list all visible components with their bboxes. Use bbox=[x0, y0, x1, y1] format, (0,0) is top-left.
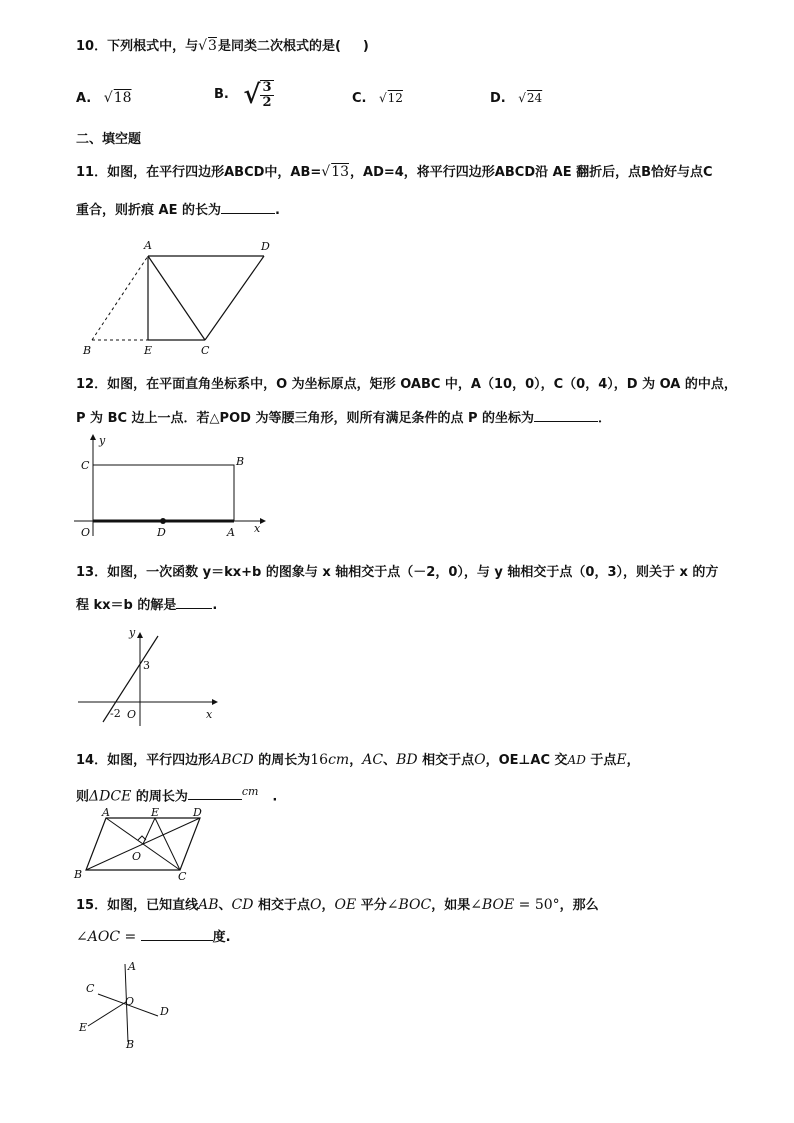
q10-option-c[interactable]: C. √12 bbox=[352, 91, 403, 106]
q11-segment-BA bbox=[92, 256, 148, 340]
q12-point-D bbox=[160, 518, 166, 524]
q15-label-A: A bbox=[128, 960, 136, 973]
q14-line2: 则ΔDCE 的周长为 $^{cm}$ . bbox=[76, 785, 278, 805]
q14-segment-EC bbox=[155, 818, 180, 870]
q15-label-B: B bbox=[126, 1038, 135, 1051]
q13-label-x: x bbox=[206, 708, 213, 721]
q12-label-O: O bbox=[81, 526, 91, 539]
q13-figure bbox=[76, 622, 226, 732]
q15-label-E: E bbox=[79, 1021, 88, 1034]
section-title: 二、填空题 bbox=[76, 132, 142, 147]
q12-line2: P 为 BC 边上一点．若△POD 为等腰三角形，则所有满足条件的点 P 的坐标为 ． bbox=[76, 407, 611, 429]
q14-label-B: B bbox=[74, 868, 83, 881]
q12-line1: 12．如图，在平面直角坐标系中，O 为坐标原点，矩形 OABC 中，A（10，0），C（0，4），D 为 OA 的中点， bbox=[76, 377, 737, 392]
q12-label-C: C bbox=[81, 459, 90, 472]
q15-figure bbox=[76, 958, 186, 1051]
q11-segment-DC bbox=[205, 256, 264, 340]
q10-option-d[interactable]: D. √24 bbox=[490, 91, 543, 106]
q12-label-x: x bbox=[254, 522, 261, 535]
q15-label-D: D bbox=[160, 1005, 169, 1018]
q10-number: 10． bbox=[76, 39, 108, 54]
q14-right-angle-mark bbox=[138, 836, 146, 840]
q15-line2: ∠AOC = 度. bbox=[76, 926, 231, 948]
q10-text: 下列根式中，与 bbox=[107, 39, 199, 54]
q12-answer-blank[interactable] bbox=[534, 407, 598, 422]
q12-figure bbox=[72, 432, 267, 542]
q11-label-B: B bbox=[83, 344, 92, 357]
q13-label-O: O bbox=[127, 708, 137, 721]
q14-label-O: O bbox=[132, 850, 142, 863]
q11-figure bbox=[78, 236, 283, 358]
q14-answer-blank[interactable] bbox=[188, 785, 242, 800]
q10-stem: 10．下列根式中，与√3是同类二次根式的是( ) bbox=[76, 38, 369, 54]
q15-line1: 15．如图，已知直线AB、CD 相交于点O，OE 平分∠BOC，如果∠BOE = 50°，那么 bbox=[76, 897, 599, 913]
q13-label-y: y bbox=[129, 626, 136, 639]
q12-rectangle-OABC bbox=[93, 465, 234, 521]
q11-label-E: E bbox=[144, 344, 153, 357]
q12-label-B: B bbox=[236, 455, 245, 468]
q14-figure bbox=[74, 806, 214, 883]
q11-label-D: D bbox=[261, 240, 270, 253]
q12-label-D: D bbox=[157, 526, 166, 539]
q13-label-neg2: -2 bbox=[110, 707, 121, 720]
q14-label-D: D bbox=[193, 806, 202, 819]
q15-answer-blank[interactable] bbox=[141, 926, 213, 941]
q15-label-C: C bbox=[86, 982, 95, 995]
q14-label-E: E bbox=[151, 806, 160, 819]
q13-line1: 13．如图，一次函数 y＝kx+b 的图象与 x 轴相交于点（－2，0），与 y 轴相交于点（0，3），则关于 x 的方 bbox=[76, 565, 719, 580]
q11-answer-blank[interactable] bbox=[221, 199, 275, 214]
q13-answer-blank[interactable] bbox=[176, 594, 212, 609]
q14-label-C: C bbox=[178, 870, 187, 883]
q11-segment-AC bbox=[148, 256, 205, 340]
q10-option-a[interactable]: A. √18 bbox=[76, 90, 132, 106]
sqrt-3: √3 bbox=[198, 38, 217, 54]
q14-label-A: A bbox=[102, 806, 110, 819]
q11-line1: 11．如图，在平行四边形ABCD中，AB=√13，AD=4，将平行四边形ABCD沿 AE 翻折后，点B恰好与点C bbox=[76, 164, 713, 180]
q12-label-y: y bbox=[99, 434, 106, 447]
q11-label-C: C bbox=[201, 344, 210, 357]
q11-label-A: A bbox=[144, 239, 152, 252]
q15-ray-OE bbox=[88, 1002, 126, 1026]
q11-line2: 重合，则折痕 AE 的长为 . bbox=[76, 199, 280, 221]
q14-segment-OE bbox=[143, 818, 155, 844]
q12-label-A: A bbox=[227, 526, 235, 539]
q13-label-3: 3 bbox=[143, 659, 150, 672]
q14-line1: 14．如图，平行四边形ABCD 的周长为16cm，AC、BD 相交于点O，OE⊥AC 交AD 于点E， bbox=[76, 752, 640, 768]
q10-option-b[interactable]: B. √ $\frac{3}{2}$ bbox=[214, 80, 272, 110]
q15-label-O: O bbox=[125, 995, 135, 1008]
q13-line2: 程 kx＝b 的解是 . bbox=[76, 594, 217, 616]
